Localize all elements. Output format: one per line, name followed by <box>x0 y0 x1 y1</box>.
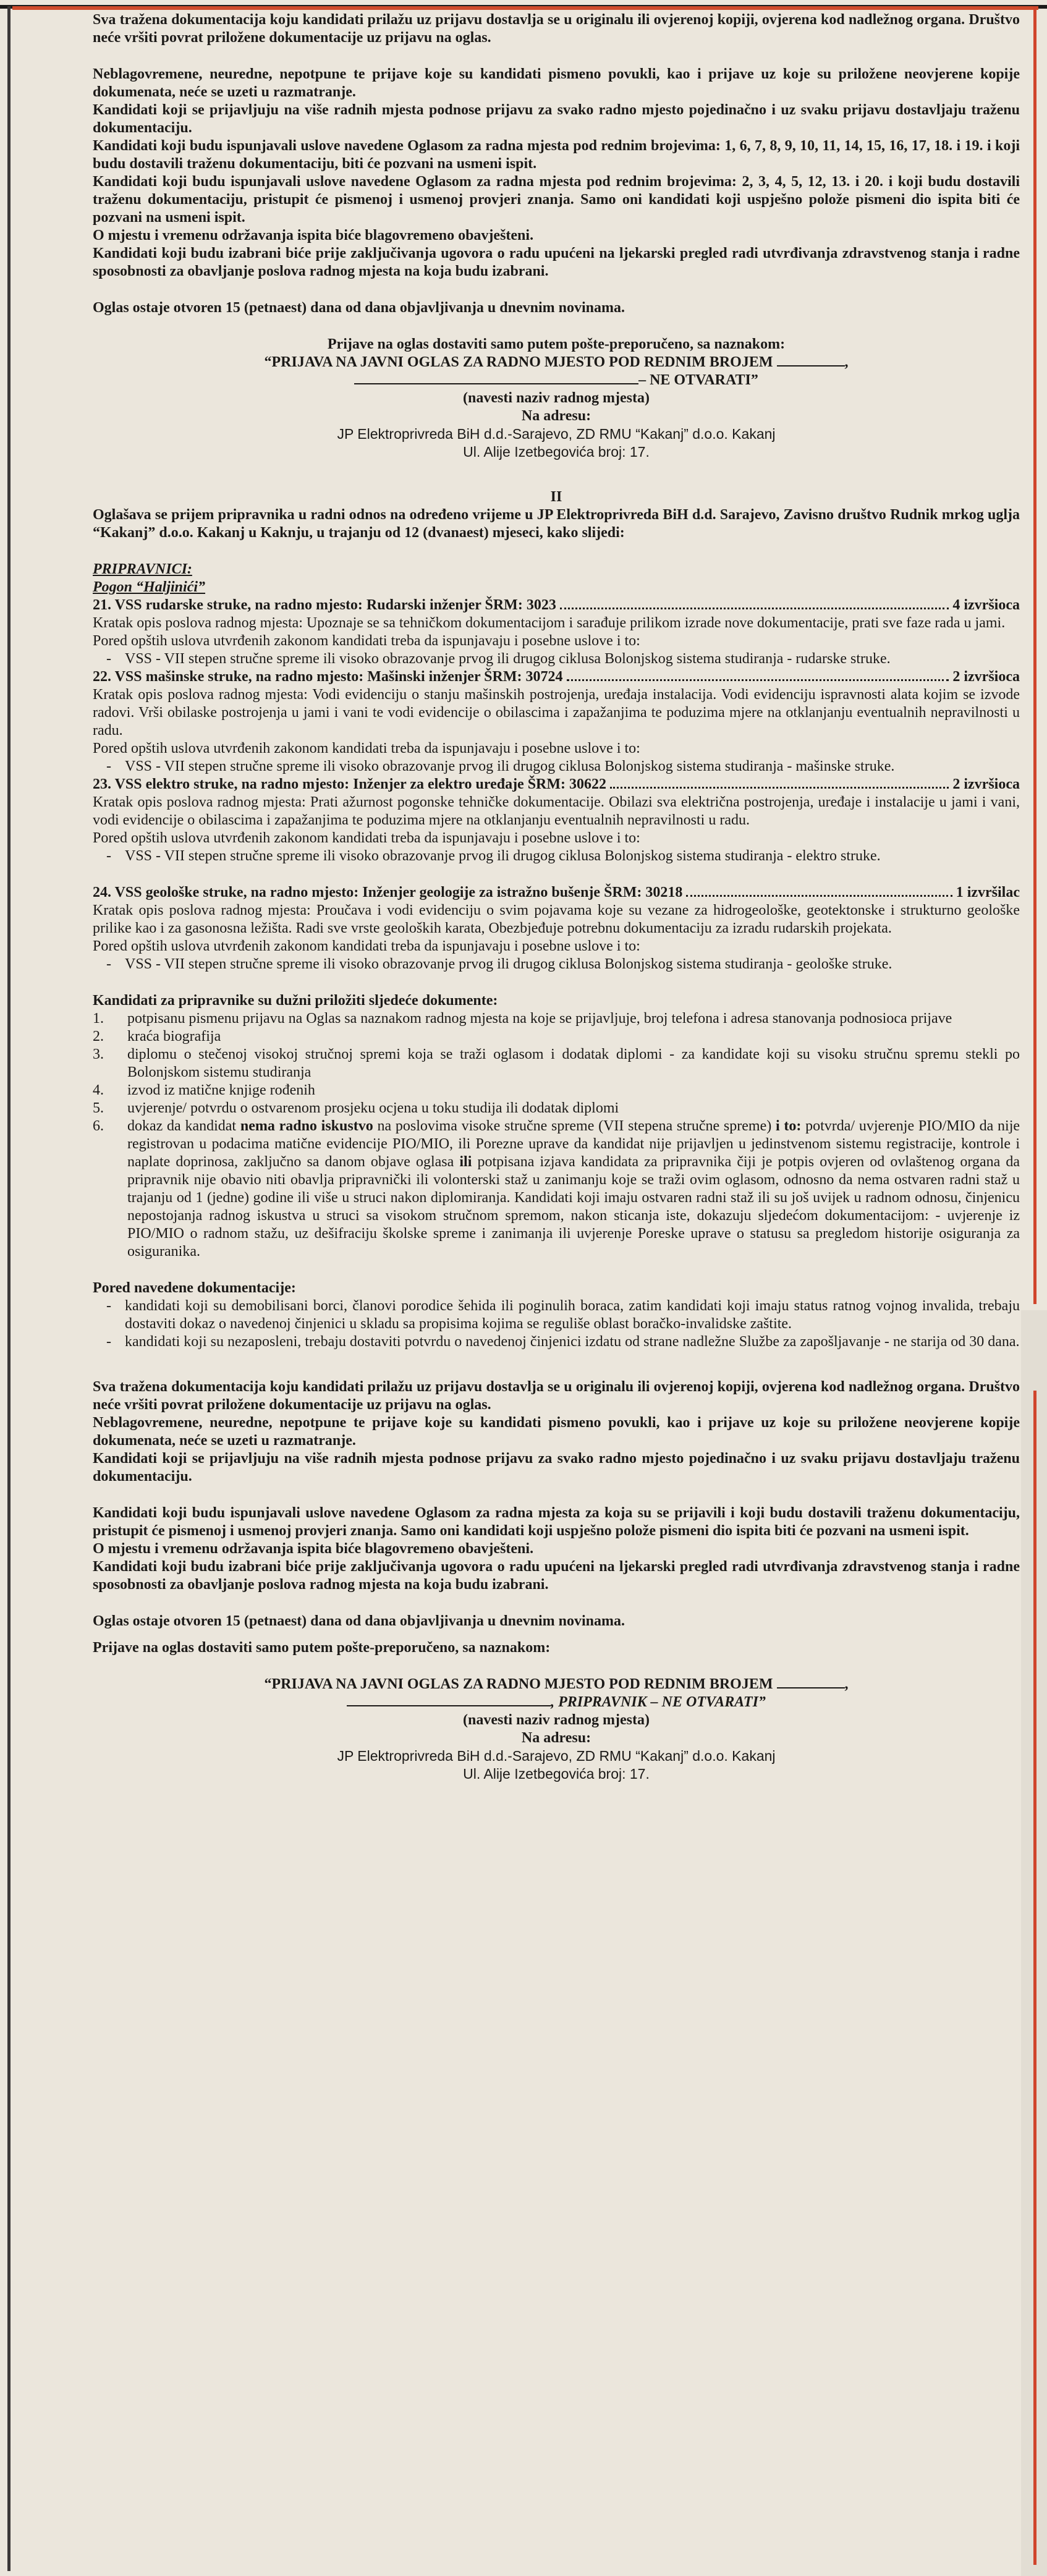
intro-incomplete: Neblagovremene, neuredne, nepotpune te prijave koje su kandidati pismeno povukli, kao i prijave uz koje su priložene neovjerene kopije dokumenata, neće se uzeti u razmatranje. <box>93 66 1020 100</box>
outro-adresu: Na adresu: <box>521 1730 591 1746</box>
outro-label-2: , PRIPRAVNIK – NE OTVARATI” <box>551 1694 766 1710</box>
job-title-row <box>93 884 1020 902</box>
extra-heading: Pored navedene dokumentacije: <box>93 1280 296 1296</box>
leader-dots <box>610 776 949 789</box>
item6-part-c: na poslovima visoke stručne spreme (VII stepena stručne spreme) <box>373 1118 776 1134</box>
outro-send: Prijave na oglas dostaviti samo putem pošte-preporučeno, sa naznakom: <box>93 1640 551 1656</box>
outro-section <box>93 1378 1020 1783</box>
outro-incomplete: Neblagovremene, neuredne, nepotpune te prijave koje su kandidati pismeno povukli, kao i prijave uz koje su priložene neovjerene kopije dokumenata, neće se uzeti u razmatranje. <box>93 1415 1020 1449</box>
job-requirement-text: VSS - VII stepen stručne spreme ili visoko obrazovanje prvog ili drugog ciklusa Bolonjskog sistema studiranja - geološke struke. <box>125 956 892 972</box>
document-item <box>93 1046 1020 1082</box>
intro-address-1: JP Elektroprivreda BiH d.d.-Sarajevo, ZD RMU “Kakanj” d.o.o. Kakanj <box>337 426 776 442</box>
item-text: diplomu o stečenoj visokoj stručnoj spremi koja se traži oglasom i dodatak diplomi - za kandidate koji su visoku stručnu spremu stekli po Bolonjskom sistemu studiranja <box>127 1046 1020 1080</box>
section-announce: Oglašava se prijem pripravnika u radni odnos na određeno vrijeme u JP Elektroprivreda BiH d.d. Sarajevo, Zavisno društvo Rudnik mrkog uglja “Kakanj” d.o.o. Kakanj u Kaknju, u trajanju od 12 (dvanaest) mjeseci, kako slijedi: <box>93 507 1020 541</box>
document-item-6 <box>93 1117 1020 1261</box>
item-number: 5. <box>93 1100 104 1116</box>
job-conditions: Pored opštih uslova utvrđenih zakonom kandidati treba da ispunjavaju i posebne uslove i to: <box>93 740 640 756</box>
ad-frame-right-lower <box>1033 1391 1036 2565</box>
job-title: 21. VSS rudarske struke, na radno mjesto: Rudarski inženjer ŠRM: 3023 <box>93 597 556 613</box>
job-count: 1 izvršilac <box>956 884 1020 900</box>
item-text: uvjerenje/ potvrdu o ostvarenom prosjeku ocjena u toku studija ili dodatak diplomi <box>127 1100 619 1116</box>
number-blank <box>777 365 845 366</box>
dash-bullet: - <box>106 956 111 972</box>
extra-item <box>93 1333 1020 1351</box>
outro-multiple: Kandidati koji se prijavljuju na više radnih mjesta podnose prijavu za svako radno mjesto pojedinačno i uz svaku prijavu dostavljaju traženu dokumentaciju. <box>93 1451 1020 1485</box>
job-conditions: Pored opštih uslova utvrđenih zakonom kandidati treba da ispunjavaju i posebne uslove i to: <box>93 830 640 846</box>
job-item <box>93 776 1020 865</box>
job-conditions: Pored opštih uslova utvrđenih zakonom kandidati treba da ispunjavaju i posebne uslove i to: <box>93 633 640 649</box>
job-description: Kratak opis poslova radnog mjesta: Upoznaje se sa tehničkom dokumentacijom i sarađuje prilikom izrade nove dokumentacije, prati sve faze rada u jami. <box>93 615 1006 631</box>
job-title-row <box>93 668 1020 686</box>
job-description: Kratak opis poslova radnog mjesta: Prati ažurnost pogonske tehničke dokumentacije. Obilazi sva električna postrojenja, uređaje i instalacije u jami i vani, vodi evidencije o obilascima i zapažanjima te poduzima mjere na otklanjanju eventualnih nepravilnosti u radu. <box>93 794 1020 828</box>
item6-part-d: i to: <box>775 1118 802 1134</box>
item-number: 3. <box>93 1046 104 1062</box>
item-text: kraća biografija <box>127 1028 221 1044</box>
outro-address-2: Ul. Alije Izetbegovića broj: 17. <box>463 1766 650 1782</box>
item-number: 1. <box>93 1010 104 1027</box>
intro-section <box>93 11 1020 461</box>
intro-send: Prijave na oglas dostaviti samo putem pošte-preporučeno, sa naznakom: <box>327 336 786 352</box>
document-item <box>93 1010 1020 1028</box>
intro-interview: Kandidati koji budu ispunjavali uslove navedene Oglasom za radna mjesta pod rednim brojevima: 1, 6, 7, 8, 9, 10, 11, 14, 15, 16, 17, 18. i 19. i koji budu dostavili traženu dokumentaciju, biti će pozvani na usmeni ispit. <box>93 138 1020 172</box>
item-text <box>127 1117 1020 1261</box>
intro-address-2: Ul. Alije Izetbegovića broj: 17. <box>463 444 650 460</box>
item-text: izvod iz matične knjige rođenih <box>127 1082 315 1098</box>
job-title-row <box>93 776 1020 794</box>
job-item <box>93 668 1020 776</box>
job-count: 2 izvršioca <box>952 776 1020 792</box>
intro-label-1: “PRIJAVA NA JAVNI OGLAS ZA RADNO MJESTO POD REDNIM BROJEM <box>264 354 773 370</box>
intro-naziv: (navesti naziv radnog mjesta) <box>463 390 650 406</box>
intro-notice: O mjestu i vremenu održavanja ispita biće blagovremeno obavješteni. <box>93 227 534 244</box>
outro-naziv: (navesti naziv radnog mjesta) <box>463 1712 650 1728</box>
leader-dots <box>560 596 949 609</box>
outro-label-line2 <box>93 1693 1020 1711</box>
outro-label-1: “PRIJAVA NA JAVNI OGLAS ZA RADNO MJESTO POD REDNIM BROJEM <box>264 1676 773 1692</box>
job-requirement <box>93 650 1020 668</box>
document-item <box>93 1099 1020 1117</box>
job-description: Kratak opis poslova radnog mjesta: Vodi evidenciju o stanju mašinskih postrojenja, uređaja instalacija. Vodi evidenciju ispravnosti alata kojim se izvode radovi. Vrši obilaske postrojenja u jami i vani te vodi evidencije o obilascima i zapažanjima te poduzima mjere na otklanjanju eventualnih nepravilnosti u radu. <box>93 687 1020 739</box>
intro-multiple: Kandidati koji se prijavljuju na više radnih mjesta podnose prijavu za svako radno mjesto pojedinačno i uz svaku prijavu dostavljaju traženu dokumentaciju. <box>93 102 1020 136</box>
intro-label-2: – NE OTVARATI” <box>638 372 758 388</box>
intro-open: Oglas ostaje otvoren 15 (petnaest) dana od dana objavljivanja u dnevnim novinama. <box>93 300 625 316</box>
ad-frame-top <box>12 6 1038 10</box>
intro-medical: Kandidati koji budu izabrani biće prije zaključivanja ugovora o radu upućeni na ljekarski pregled radi utvrđivanja zdravstvenog stanja i radne sposobnosti za obavljanje poslova radnog mjesta na koja budu izabrani. <box>93 245 1020 279</box>
dash-bullet: - <box>106 1334 111 1350</box>
leader-dots <box>686 884 952 897</box>
item6-part-f: ili <box>459 1154 472 1170</box>
ad-frame-left <box>7 6 11 2571</box>
job-list <box>93 596 1020 973</box>
job-requirement <box>93 847 1020 865</box>
job-description: Kratak opis poslova radnog mjesta: Proučava i vodi evidenciju o svim pojavama koje su vezane za hidrogeološke, geotektonske i strukturno geološke prilike kao i za gasonosna ležišta. Radi sve vrste geoloških karata, Obezbjeđuje potrebnu dokumentaciju za izradu rudarskih projekata. <box>93 902 1020 936</box>
leader-dots <box>567 668 949 681</box>
dash-bullet: - <box>106 848 111 864</box>
outro-orig-docs: Sva tražena dokumentacija koju kandidati prilažu uz prijavu dostavlja se u originalu ili ovjerenoj kopiji, ovjerena kod nadležnog organa. Društvo neće vršiti povrat priložene dokumentacije uz prijavu na oglas. <box>93 1379 1020 1413</box>
job-title-row <box>93 596 1020 614</box>
job-count: 4 izvršioca <box>952 597 1020 613</box>
item-number: 4. <box>93 1082 104 1098</box>
outro-address-1: JP Elektroprivreda BiH d.d.-Sarajevo, ZD RMU “Kakanj” d.o.o. Kakanj <box>337 1748 776 1764</box>
dash-bullet: - <box>106 1298 111 1314</box>
outro-medical: Kandidati koji budu izabrani biće prije zaključivanja ugovora o radu upućeni na ljekarski pregled radi utvrđivanja zdravstvenog stanja i radne sposobnosti za obavljanje poslova radnog mjesta na koja budu izabrani. <box>93 1559 1020 1593</box>
intro-label-line1: “PRIJAVA NA JAVNI OGLAS ZA RADNO MJESTO POD REDNIM BROJEM , <box>264 354 849 370</box>
item6-part-b: nema radno iskustvo <box>240 1118 373 1134</box>
document-item <box>93 1028 1020 1046</box>
job-requirement-text: VSS - VII stepen stručne spreme ili visoko obrazovanje prvog ili drugog ciklusa Bolonjskog sistema studiranja - elektro struke. <box>125 848 881 864</box>
intro-orig-docs: Sva tražena dokumentacija koju kandidati prilažu uz prijavu dostavlja se u originalu ili ovjerenoj kopiji, ovjerena kod nadležnog organa. Društvo neće vršiti povrat priložene dokumentacije uz prijavu na oglas. <box>93 12 1020 46</box>
job-count: 2 izvršioca <box>952 669 1020 685</box>
extra-item <box>93 1297 1020 1333</box>
job-requirement-text: VSS - VII stepen stručne spreme ili visoko obrazovanje prvog ili drugog ciklusa Bolonjskog sistema studiranja - rudarske struke. <box>125 651 891 667</box>
number-blank <box>777 1687 845 1688</box>
job-requirement <box>93 955 1020 973</box>
item-text: potpisanu pismenu prijavu na Oglas sa naznakom radnog mjesta na koje se prijavljuje, broj telefona i adresa stanovanja podnosioca prijave <box>127 1010 952 1027</box>
extra-item-text: kandidati koji su nezaposleni, trebaju dostaviti potvrdu o navedenoj činjenici izdatu od strane nadležne Službe za zapošljavanje - ne starija od 30 dana. <box>125 1334 1020 1350</box>
item-number: 2. <box>93 1028 104 1044</box>
name-blank <box>347 1705 551 1706</box>
section-numeral: II <box>550 489 562 505</box>
job-requirement <box>93 758 1020 776</box>
pogon-heading: Pogon “Haljinići” <box>93 579 206 595</box>
extra-documents <box>93 1279 1020 1351</box>
outro-label-line1: “PRIJAVA NA JAVNI OGLAS ZA RADNO MJESTO POD REDNIM BROJEM , <box>264 1676 849 1692</box>
job-requirement-text: VSS - VII stepen stručne spreme ili visoko obrazovanje prvog ili drugog ciklusa Bolonjskog sistema studiranja - mašinske struke. <box>125 758 895 774</box>
item-number: 6. <box>93 1118 104 1134</box>
dash-bullet: - <box>106 758 111 774</box>
document-item <box>93 1082 1020 1099</box>
outro-notice: O mjestu i vremenu održavanja ispita biće blagovremeno obavješteni. <box>93 1541 534 1557</box>
job-ad-document <box>93 11 1020 2570</box>
required-documents <box>93 992 1020 1261</box>
documents-heading: Kandidati za pripravnike su dužni priložiti sljedeće dokumente: <box>93 993 498 1009</box>
intro-exam: Kandidati koji budu ispunjavali uslove navedene Oglasom za radna mjesta pod rednim brojevima: 2, 3, 4, 5, 12, 13. i 20. i koji budu dostavili traženu dokumentaciju, pristupit će pismenoj i usmenoj provjeri znanja. Samo oni kandidati koji uspješno polože pismeni dio ispita biti će pozvani na usmeni ispit. <box>93 174 1020 226</box>
ad-frame-right <box>1033 6 1036 1304</box>
item6-part-g: potpisana izjava kandidata za pripravnika čiji je potpis ovjeren od ovlaštenog organa da pripravnik nije obavio niti obavlja pripravnički ili volonterski staž u zanimanju koje se traži ovim oglasom, odnosno da nema ostvaren radni staž u trajanju od 1 (jedne) godine ili više u struci nakon diplomiranja. Kandidati koji imaju ostvaren radni staž ili su još uvijek u radnom odnosu, činjenicu nepostojanja radnog iskustva u struci sa visokom stručnom spremom, nakon sticanja iste, dokazuju sljedećom dokumentacijom: - uvjerenje iz PIO/MIO o radnom stažu, uz dešifraciju školske spreme i zanimanja ili uvjerenje Poreske uprave o statusu sa pregledom historije osiguranja za osiguranika. <box>127 1154 1020 1260</box>
outro-exam: Kandidati koji budu ispunjavali uslove navedene Oglasom za radna mjesta za koja su se prijavili i koji budu dostavili traženu dokumentaciju, pristupit će pismenoj i usmenoj provjeri znanja. Samo oni kandidati koji uspješno polože pismeni dio ispita biti će pozvani na usmeni ispit. <box>93 1505 1020 1539</box>
dash-bullet: - <box>106 651 111 667</box>
job-title: 22. VSS mašinske struke, na radno mjesto: Mašinski inženjer ŠRM: 30724 <box>93 669 563 685</box>
job-title: 23. VSS elektro struke, na radno mjesto: Inženjer za elektro uređaje ŠRM: 30622 <box>93 776 607 792</box>
job-item <box>93 884 1020 973</box>
job-conditions: Pored opštih uslova utvrđenih zakonom kandidati treba da ispunjavaju i posebne uslove i to: <box>93 938 640 954</box>
outro-open: Oglas ostaje otvoren 15 (petnaest) dana od dana objavljivanja u dnevnim novinama. <box>93 1613 625 1629</box>
name-blank <box>354 383 638 384</box>
item6-part-e: potvrda/ uvjerenje PIO/MIO da nije registrovan u podacima matične evidencije PIO/MIO, ili Porezne uprave da kandidat nije prijavljen u jedinstvenom sistemu registracije, kontrole i naplate doprinosa, zaključno sa danom objave oglasa <box>127 1118 1020 1170</box>
job-item <box>93 596 1020 668</box>
item6-part-a: dokaz da kandidat <box>127 1118 240 1134</box>
job-title: 24. VSS geološke struke, na radno mjesto: Inženjer geologije za istražno bušenje ŠRM: 30218 <box>93 884 683 900</box>
section-ii <box>93 488 1020 596</box>
pripravnici-heading: PRIPRAVNICI: <box>93 561 192 577</box>
intro-label-line2 <box>93 371 1020 389</box>
extra-item-text: kandidati koji su demobilisani borci, članovi porodice šehida ili poginulih boraca, zatim kandidati koji imaju status ratnog vojnog invalida, trebaju dostaviti dokaz o navedenoj činjenici u skladu sa propisima kojima se reguliše oblast boračko-invalidske zaštite. <box>125 1298 1020 1332</box>
intro-adresu: Na adresu: <box>521 408 591 424</box>
